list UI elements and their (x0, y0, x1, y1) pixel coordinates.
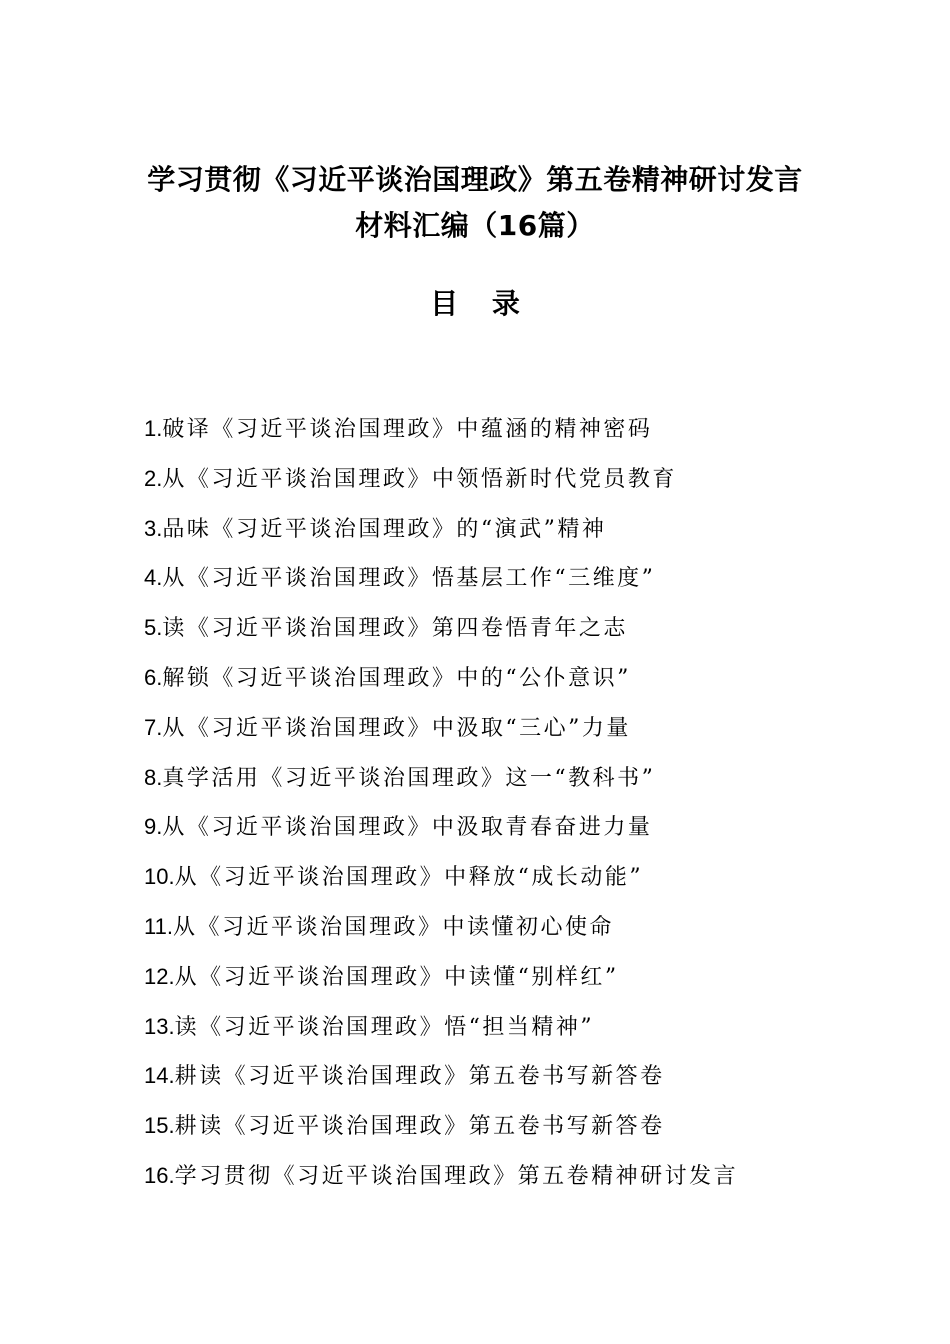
toc-item-title: 读《习近平谈治国理政》悟“担当精神” (174, 1014, 595, 1040)
toc-item (144, 807, 884, 857)
toc-item-title: 从《习近平谈治国理政》悟基层工作“三维度” (162, 566, 656, 592)
toc-item (144, 1007, 884, 1057)
toc-item (144, 409, 884, 459)
toc-item-number: 9. (144, 814, 163, 840)
toc-item (144, 509, 884, 559)
toc-item-title: 耕读《习近平谈治国理政》第五卷书写新答卷 (174, 1064, 665, 1090)
toc-item (144, 1156, 884, 1206)
toc-item-title: 从《习近平谈治国理政》中汲取“三心”力量 (162, 715, 631, 741)
toc-item-number: 2. (144, 465, 163, 491)
toc-item-number: 4. (144, 565, 163, 591)
toc-item-number: 13. (144, 1013, 175, 1039)
toc-item-title: 耕读《习近平谈治国理政》第五卷书写新答卷 (174, 1114, 665, 1140)
toc-item (144, 1056, 884, 1106)
toc-item-number: 10. (144, 864, 175, 890)
toc-item-number: 7. (144, 714, 163, 740)
toc-item-number: 14. (144, 1063, 175, 1089)
toc-item (144, 558, 884, 608)
document-title-line-2: 材料汇编（16篇） (355, 209, 595, 242)
toc-item (144, 857, 884, 907)
toc-item-number: 15. (144, 1113, 175, 1139)
toc-item-title: 学习贯彻《习近平谈治国理政》第五卷精神研讨发言 (174, 1163, 739, 1189)
toc-item-number: 3. (144, 515, 163, 541)
toc-item-title: 读《习近平谈治国理政》第四卷悟青年之志 (162, 616, 628, 642)
toc-item-number: 6. (144, 664, 163, 690)
toc-item (144, 459, 884, 509)
toc-item (144, 708, 884, 758)
toc-item-number: 16. (144, 1162, 175, 1188)
toc-item (144, 957, 884, 1007)
toc-item (144, 907, 884, 957)
toc-item-title: 从《习近平谈治国理政》中领悟新时代党员教育 (162, 466, 677, 492)
toc-item (144, 758, 884, 808)
toc-item-number: 5. (144, 615, 163, 641)
toc-item (144, 608, 884, 658)
toc-item-number: 8. (144, 764, 163, 790)
table-of-contents (144, 409, 884, 1206)
toc-item-number: 11. (144, 913, 173, 939)
toc-item (144, 658, 884, 708)
toc-heading: 目 录 (430, 287, 532, 320)
toc-item-title: 品味《习近平谈治国理政》的“演武”精神 (162, 516, 607, 542)
toc-item-title: 真学活用《习近平谈治国理政》这一“教科书” (162, 765, 656, 791)
toc-item-title: 破译《习近平谈治国理政》中蕴涵的精神密码 (162, 417, 653, 442)
toc-item-title: 从《习近平谈治国理政》中释放“成长动能” (174, 865, 644, 891)
toc-item-title: 解锁《习近平谈治国理政》中的“公仆意识” (162, 665, 631, 691)
toc-item-title: 从《习近平谈治国理政》中读懂“别样红” (174, 964, 619, 990)
document-title-line-1: 学习贯彻《习近平谈治国理政》第五卷精神研讨发言 (147, 163, 803, 196)
toc-item-number: 1. (144, 416, 163, 441)
toc-item (144, 1106, 884, 1156)
toc-item-title: 从《习近平谈治国理政》中汲取青春奋进力量 (162, 815, 653, 841)
toc-item-number: 12. (144, 963, 175, 989)
toc-item-title: 从《习近平谈治国理政》中读懂初心使命 (172, 914, 614, 940)
